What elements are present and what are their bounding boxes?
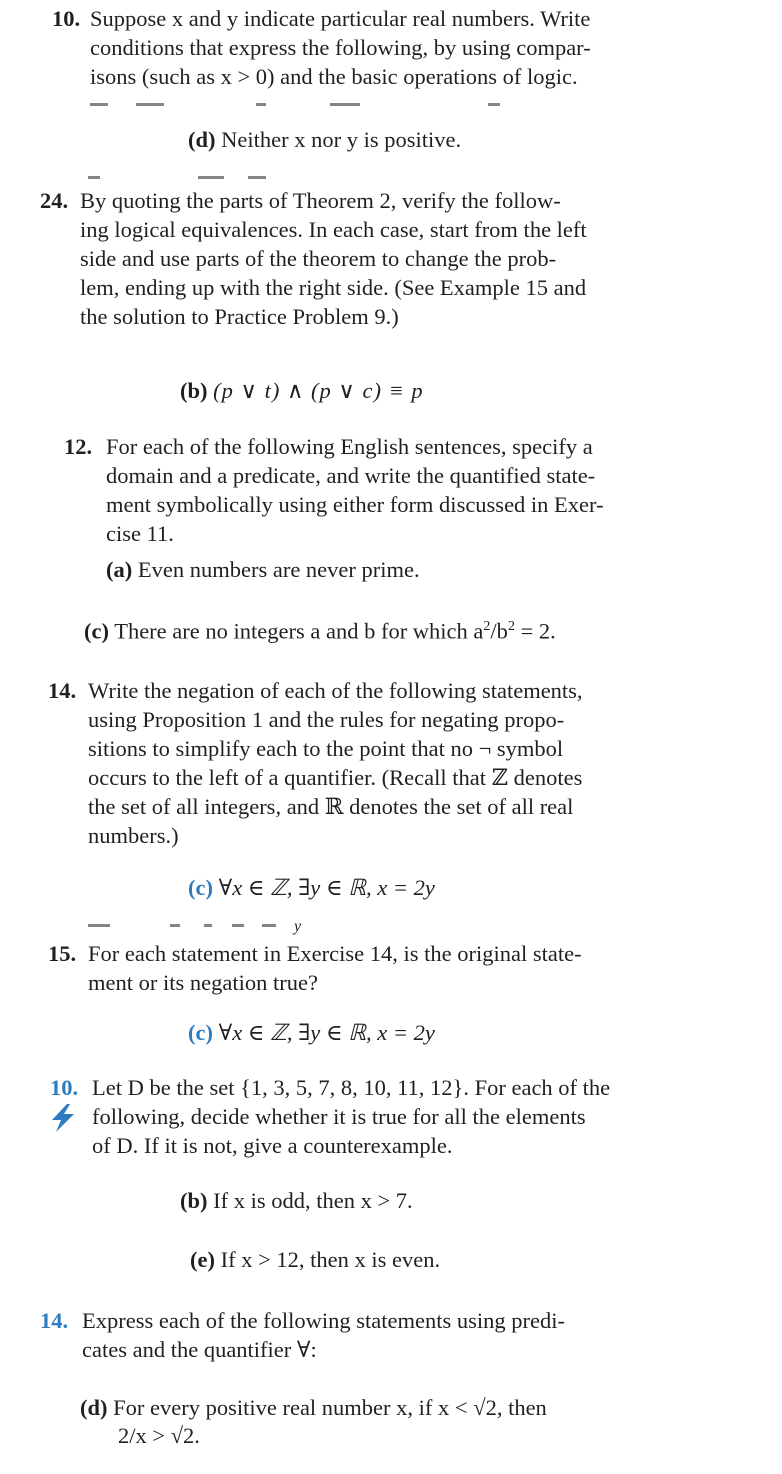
part-formula: ∀x ∈ ℤ, ∃y ∈ ℝ, x = 2y (218, 875, 435, 900)
problem-number: 10. (50, 1075, 79, 1100)
cropped-text-fragment (262, 924, 276, 927)
part-label: (e) (190, 1247, 215, 1272)
problem-line: occurs to the left of a quantifier. (Recall that ℤ denotes (88, 765, 583, 790)
problem-15-stem (48, 939, 582, 997)
cropped-text-fragment (330, 103, 360, 106)
part-label: (b) (180, 378, 208, 403)
part-text: Even numbers are never prime. (137, 557, 420, 582)
problem-number: 12. (64, 434, 93, 459)
problem-15-part-c (188, 1018, 435, 1047)
cropped-text-fragment (204, 924, 212, 927)
part-text: = 2. (514, 618, 556, 644)
problem-line: following, decide whether it is true for all the elements (92, 1104, 586, 1129)
problem-line: Express each of the following statements using predi- (82, 1308, 566, 1333)
problem-line: the set of all integers, and ℝ denotes the set of all real (88, 794, 574, 819)
problem-line: of D. If it is not, give a counterexample. (92, 1133, 453, 1158)
problem-line: For each of the following English sentences, specify a (106, 434, 593, 459)
problem-number: 14. (48, 678, 77, 703)
problem-line: By quoting the parts of Theorem 2, verify the follow- (80, 188, 561, 213)
cropped-text-fragment (248, 176, 266, 179)
problem-line: using Proposition 1 and the rules for negating propo- (88, 707, 565, 732)
part-label: (a) (106, 557, 133, 582)
part-label: (d) (188, 127, 216, 152)
problem-number: 10. (52, 6, 81, 31)
part-text: For every positive real number x, if x < √2, then (113, 1395, 547, 1420)
problem-10-part-d (188, 125, 461, 154)
problem-line: For each statement in Exercise 14, is the original state- (88, 941, 582, 966)
part-label: (d) (80, 1395, 108, 1420)
cropped-text-fragment (88, 176, 100, 179)
problem-line: sitions to simplify each to the point that no ¬ symbol (88, 736, 564, 761)
exponent: 2 (483, 619, 491, 634)
problem-number: 15. (48, 941, 77, 966)
part-text: If x is odd, then x > 7. (213, 1188, 413, 1213)
cropped-text-fragment (232, 924, 244, 927)
problem-12-stem (64, 432, 604, 548)
part-label: (c) (84, 618, 109, 644)
problem-10b-part-b (180, 1186, 413, 1215)
problem-line: cates and the quantifier ∀: (82, 1337, 317, 1362)
problem-14-part-c (188, 873, 435, 902)
cropped-text-fragment (88, 924, 110, 927)
part-label: (c) (188, 1020, 213, 1045)
part-text: 2/x > √2. (118, 1423, 200, 1448)
problem-line: ment symbolically using either form discussed in Exer- (106, 492, 604, 517)
cropped-text-fragment (90, 103, 108, 106)
lightning-bolt-icon (50, 1104, 76, 1132)
problem-line: lem, ending up with the right side. (See Example 15 and (80, 275, 587, 300)
part-formula: ∀x ∈ ℤ, ∃y ∈ ℝ, x = 2y (218, 1020, 435, 1045)
problem-line: isons (such as x > 0) and the basic operations of logic. (90, 64, 578, 89)
part-text: There are no integers a and b for which a (114, 618, 484, 644)
problem-10-stem (52, 4, 591, 91)
problem-number: 14. (40, 1308, 69, 1333)
cropped-text-fragment (198, 176, 224, 179)
cropped-text-fragment (256, 103, 266, 106)
problem-line: Suppose x and y indicate particular real numbers. Write (90, 6, 591, 31)
cropped-text-fragment (136, 103, 164, 106)
cropped-y-glyph: y (294, 918, 302, 935)
problem-14-stem (48, 676, 583, 850)
part-text: If x > 12, then x is even. (220, 1247, 441, 1272)
problem-14b-part-d (80, 1393, 547, 1422)
problem-line: ing logical equivalences. In each case, start from the left (80, 217, 587, 242)
problem-line: Write the negation of each of the following statements, (88, 678, 583, 703)
part-label: (b) (180, 1188, 208, 1213)
part-label: (c) (188, 875, 213, 900)
part-text: /b (490, 618, 508, 644)
problem-line: cise 11. (106, 521, 174, 546)
problem-line: conditions that express the following, by using compar- (90, 35, 591, 60)
problem-line: the solution to Practice Problem 9.) (80, 304, 399, 329)
problem-10b-part-e (190, 1245, 440, 1274)
problem-line: domain and a predicate, and write the quantified state- (106, 463, 596, 488)
problem-12-part-a (106, 555, 420, 584)
cropped-text-fragment (488, 103, 500, 106)
problem-line: ment or its negation true? (88, 970, 318, 995)
problem-24-part-b (180, 376, 424, 405)
problem-24-stem (40, 186, 587, 331)
problem-14b-part-d-cont (118, 1421, 200, 1450)
part-formula: (p ∨ t) ∧ (p ∨ c) ≡ p (213, 378, 424, 403)
problem-line: Let D be the set {1, 3, 5, 7, 8, 10, 11, 12}. For each of the (92, 1075, 611, 1100)
problem-number: 24. (40, 188, 69, 213)
problem-10b-stem (50, 1073, 610, 1160)
problem-12-part-c (84, 612, 556, 646)
problem-line: side and use parts of the theorem to change the prob- (80, 246, 557, 271)
part-text: Neither x nor y is positive. (221, 127, 462, 152)
problem-line: numbers.) (88, 823, 179, 848)
exponent: 2 (507, 619, 515, 634)
problem-14b-stem (40, 1306, 565, 1364)
cropped-text-fragment (170, 924, 180, 927)
